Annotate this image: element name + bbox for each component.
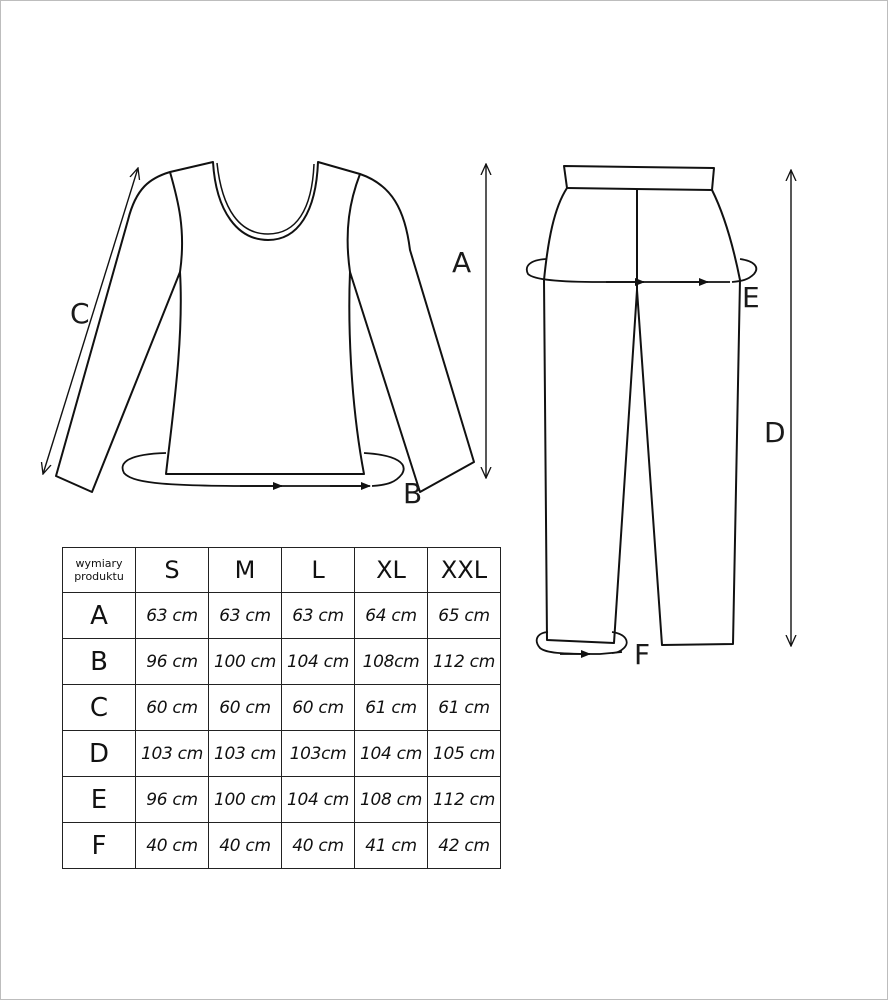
table-cell: 41 cm: [355, 823, 428, 869]
label-d: D: [764, 416, 786, 449]
table-row: [63, 685, 501, 731]
c-dimension-line: [43, 168, 138, 474]
table-cell: 104 cm: [282, 639, 355, 685]
table-cell: 63 cm: [136, 593, 209, 639]
table-cell: 40 cm: [136, 823, 209, 869]
table-cell: 108cm: [355, 639, 428, 685]
row-label: B: [63, 639, 136, 685]
table-cell: 61 cm: [355, 685, 428, 731]
table-cell: 100 cm: [209, 777, 282, 823]
table-cell: 42 cm: [428, 823, 501, 869]
size-header-m: M: [209, 548, 282, 593]
table-cell: 65 cm: [428, 593, 501, 639]
table-row: [63, 639, 501, 685]
row-label: E: [63, 777, 136, 823]
pants-outline: [544, 166, 740, 645]
size-header-s: S: [136, 548, 209, 593]
table-cell: 64 cm: [355, 593, 428, 639]
size-header-xl: XL: [355, 548, 428, 593]
table-cell: 40 cm: [282, 823, 355, 869]
table-row: [63, 823, 501, 869]
table-row: [63, 731, 501, 777]
table-row: [63, 593, 501, 639]
table-cell: 100 cm: [209, 639, 282, 685]
table-cell: 112 cm: [428, 639, 501, 685]
table-corner-label: [63, 548, 136, 593]
table-row: [63, 777, 501, 823]
table-cell: 60 cm: [282, 685, 355, 731]
table-cell: 60 cm: [136, 685, 209, 731]
table-cell: 104 cm: [355, 731, 428, 777]
table-cell: 104 cm: [282, 777, 355, 823]
table-cell: 40 cm: [209, 823, 282, 869]
label-a: A: [452, 246, 472, 279]
row-label: D: [63, 731, 136, 777]
size-header-xxl: XXL: [428, 548, 501, 593]
size-header-row: [63, 548, 501, 593]
row-label: F: [63, 823, 136, 869]
row-label: A: [63, 593, 136, 639]
corner-label-line1: wymiary: [75, 557, 123, 570]
label-f: F: [634, 638, 651, 671]
table-cell: 96 cm: [136, 777, 209, 823]
table-cell: 103cm: [282, 731, 355, 777]
table-cell: 108 cm: [355, 777, 428, 823]
row-label: C: [63, 685, 136, 731]
table-cell: 96 cm: [136, 639, 209, 685]
table-cell: 103 cm: [136, 731, 209, 777]
label-e: E: [742, 281, 760, 314]
label-c: C: [70, 297, 90, 330]
corner-label-line2: produktu: [74, 570, 124, 583]
table-cell: 105 cm: [428, 731, 501, 777]
label-b: B: [403, 477, 423, 510]
table-cell: 61 cm: [428, 685, 501, 731]
table-cell: 60 cm: [209, 685, 282, 731]
e-measure-arrow: [527, 259, 757, 282]
table-cell: 63 cm: [209, 593, 282, 639]
table-cell: 103 cm: [209, 731, 282, 777]
shirt-outline: [56, 162, 474, 492]
table-cell: 63 cm: [282, 593, 355, 639]
size-table: [62, 547, 501, 869]
table-cell: 112 cm: [428, 777, 501, 823]
size-header-l: L: [282, 548, 355, 593]
